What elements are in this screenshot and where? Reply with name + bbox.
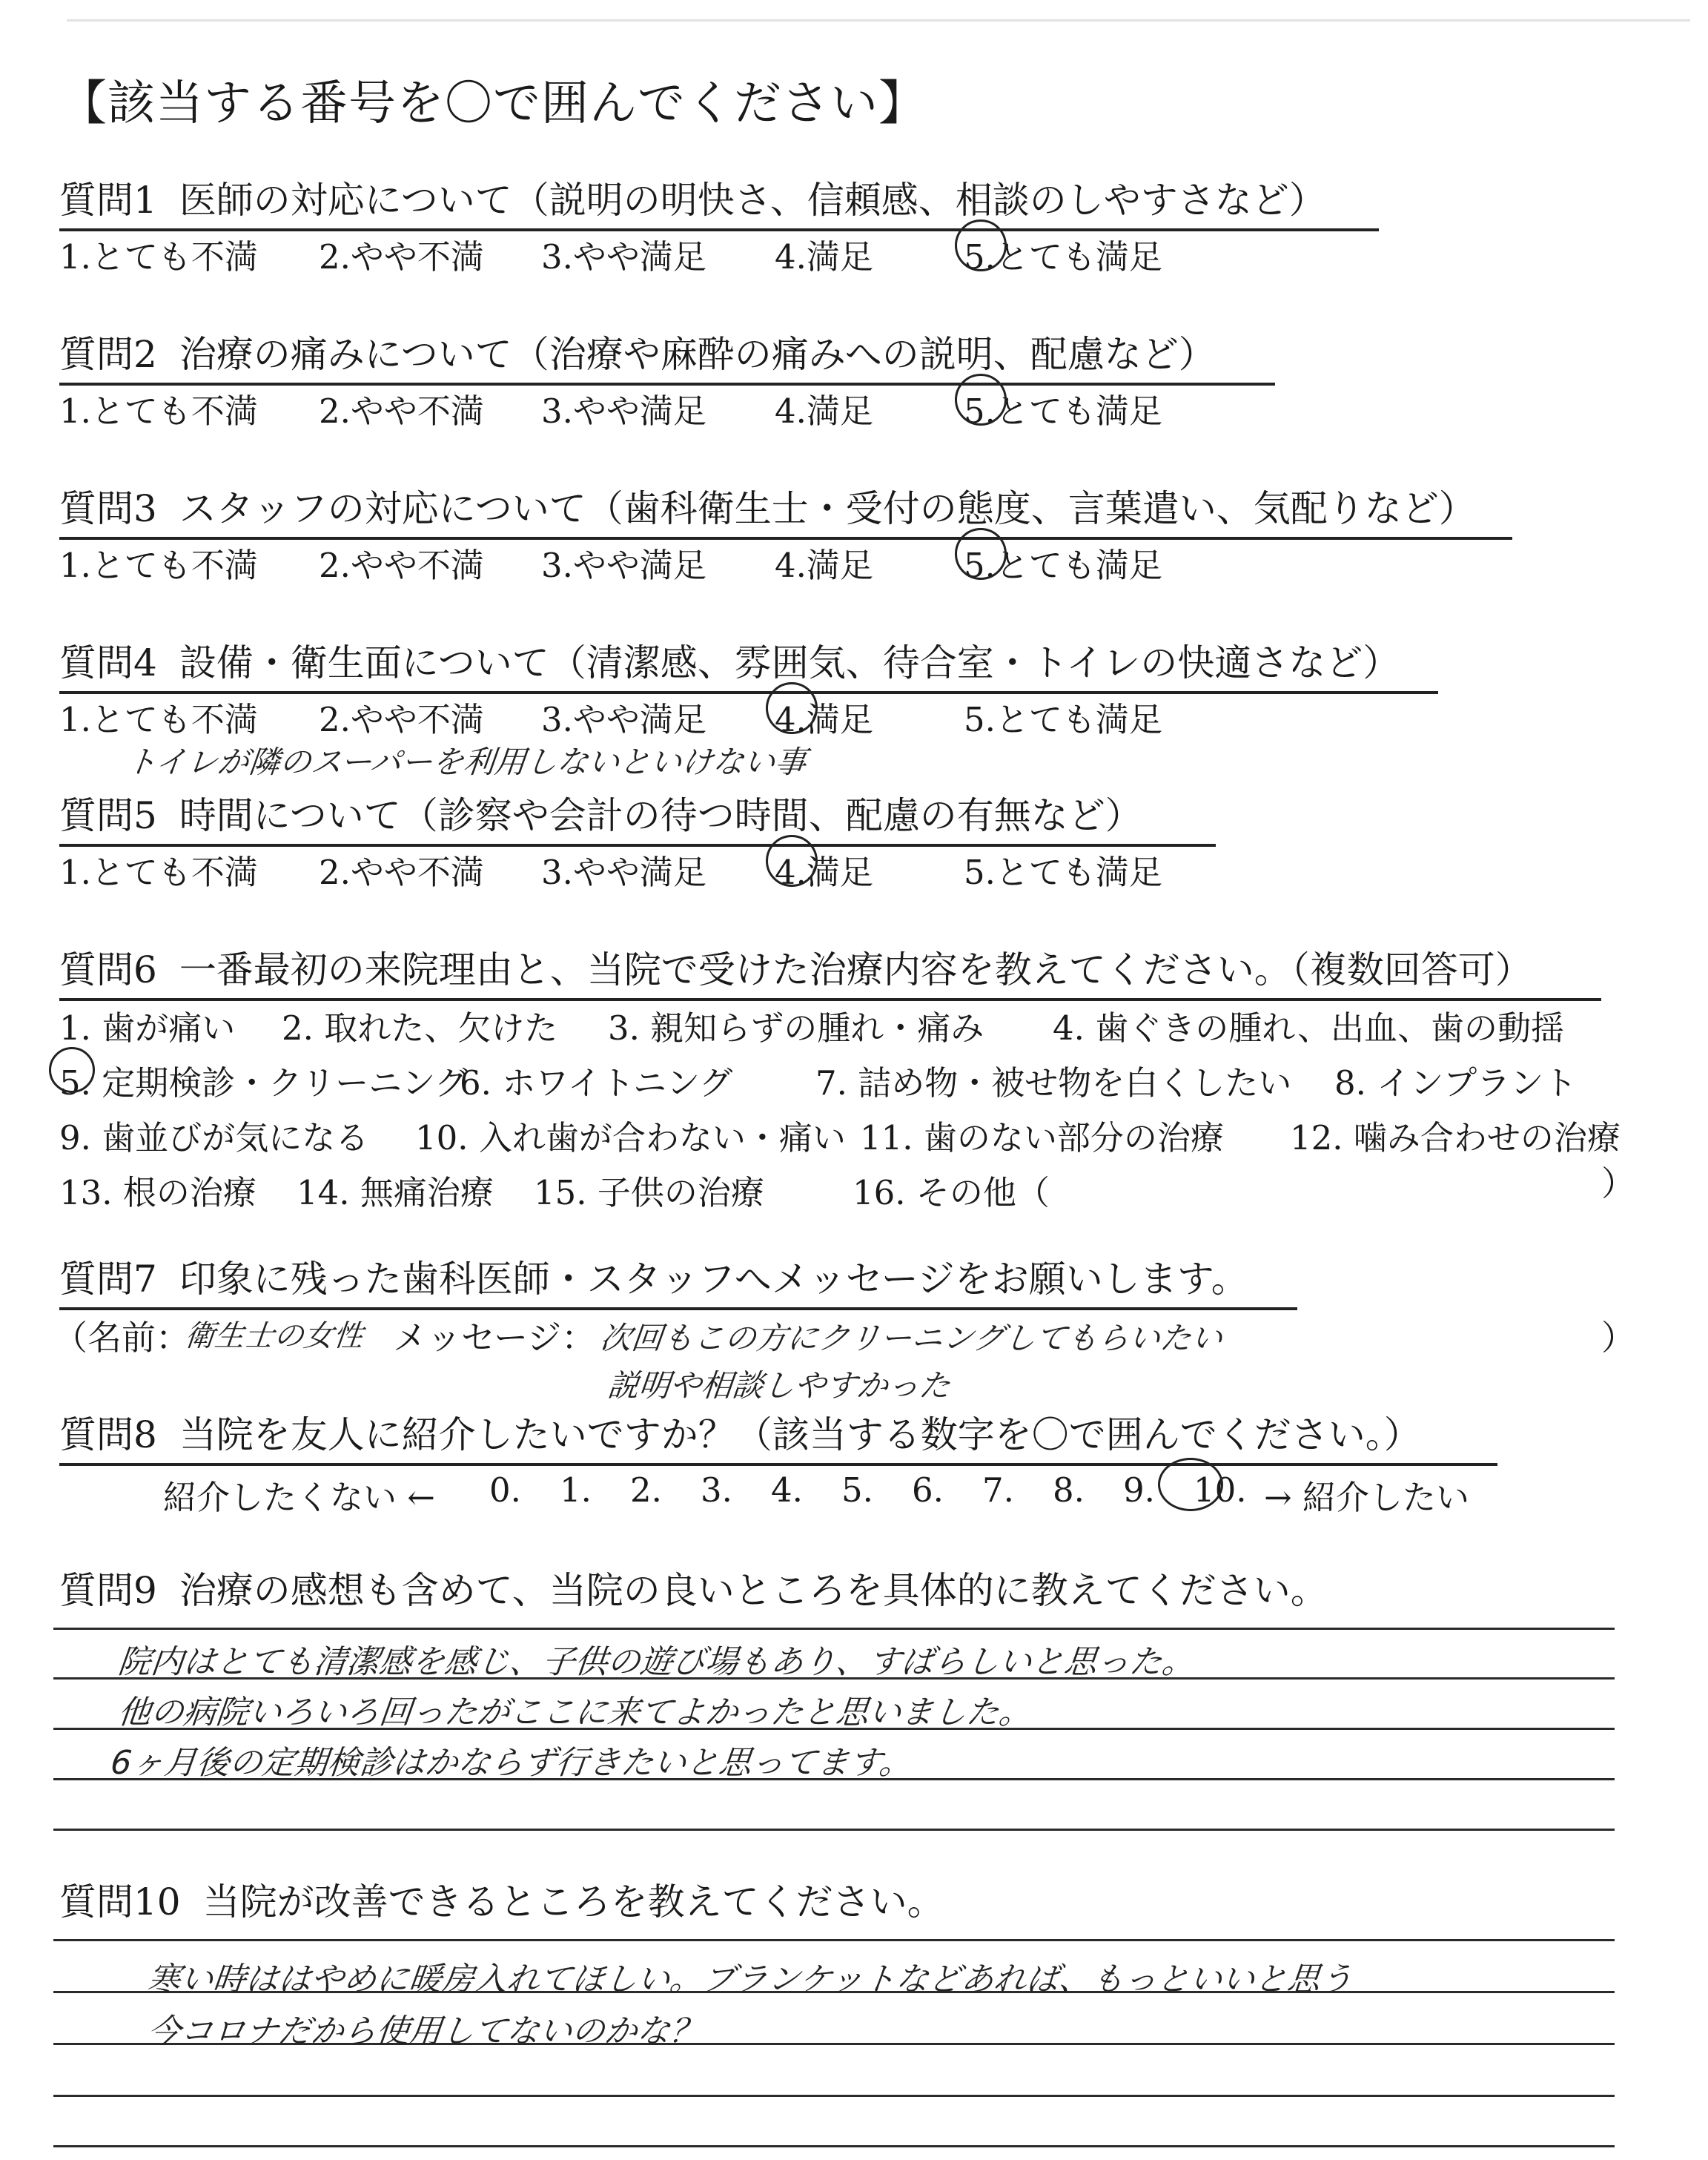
q3-title [59,479,1512,540]
q6-option-1[interactable]: 1. 歯が痛い [59,1008,236,1048]
q6-options [59,1001,1631,1221]
q1-text: 医師の対応について（説明の明快さ、信頼感、相談のしやすさなど） [179,179,1326,222]
q7-message-line2: 説明や相談しやすかった [606,1367,953,1404]
q9-title [59,1561,1328,1614]
q4-text: 設備・衛生面について（清潔感、雰囲気、待合室・トイレの快適さなど） [179,641,1400,684]
q8-scale-1[interactable]: 1. [560,1470,592,1510]
q6-option-4[interactable]: 4. 歯ぐきの腫れ、出血、歯の動揺 [1053,1008,1564,1048]
q7-name-label: （名前： [53,1318,190,1358]
q4-number: 質問4 [59,641,157,684]
q9-rule-5 [53,1829,1615,1831]
q1-option-2[interactable]: 2.やや不満 [319,237,484,277]
question-9 [59,1561,1328,1614]
q8-scale-4[interactable]: 4. [771,1470,803,1510]
q4-option-3[interactable]: 3.やや満足 [541,700,706,739]
q7-text: 印象に残った歯科医師・スタッフへメッセージをお願いします。 [179,1258,1248,1301]
q6-option-12[interactable]: 12. 噛み合わせの治療 [1290,1118,1621,1157]
question-1 [59,171,1379,231]
q5-selection-circle [766,835,818,887]
q6-option-3[interactable]: 3. 親知らずの腫れ・痛み [608,1008,984,1048]
q5-option-5[interactable]: 5.とても満足 [964,853,1162,892]
q6-row-2 [59,1056,1631,1111]
q2-option-4[interactable]: 4.満足 [775,392,873,431]
q3-option-3[interactable]: 3.やや満足 [541,546,706,585]
q6-option-10[interactable]: 10. 入れ歯が合わない・痛い [415,1118,846,1157]
q6-option-15[interactable]: 15. 子供の治療 [534,1173,764,1212]
q5-option-1[interactable]: 1.とても不満 [59,853,258,892]
q3-selection-circle [955,528,1007,580]
q2-options [0,384,1708,429]
q6-option-16[interactable]: 16. その他（ [853,1173,1050,1212]
q8-scale-8[interactable]: 8. [1053,1470,1085,1510]
q2-text: 治療の痛みについて（治療や麻酔の痛みへの説明、配慮など） [179,333,1216,376]
q7-message-label: メッセージ： [393,1318,596,1358]
q8-scale-5[interactable]: 5. [841,1470,873,1510]
q2-option-1[interactable]: 1.とても不満 [59,392,258,431]
q5-options [0,845,1708,890]
q10-rule-5 [53,2145,1615,2147]
q6-row-4 [59,1166,1631,1221]
question-6 [59,940,1601,1001]
q1-number: 質問1 [59,179,157,222]
q3-option-2[interactable]: 2.やや不満 [319,546,484,585]
q9-answer-line-3: 6ヶ月後の定期検診はかならず行きたいと思ってます。 [108,1744,914,1782]
q7-close-paren: ） [1601,1318,1635,1358]
q1-selection-circle [955,219,1007,271]
q5-title [59,786,1216,847]
q6-title [59,940,1601,1001]
q8-left-label: 紹介したくない ← [163,1478,436,1517]
q3-options [0,538,1708,583]
q7-name-value: 衛生士の女性 [183,1319,365,1353]
q6-option-13[interactable]: 13. 根の治療 [59,1173,256,1212]
q2-number: 質問2 [59,333,157,376]
question-2 [59,325,1275,386]
question-5 [59,786,1216,847]
q6-number: 質問6 [59,948,157,991]
q8-selection-circle [1158,1458,1223,1511]
q1-options [0,230,1708,277]
q6-option-9[interactable]: 9. 歯並びが気になる [59,1118,369,1157]
top-edge-line [67,19,1690,22]
question-3 [59,479,1512,540]
q8-scale-6[interactable]: 6. [912,1470,944,1510]
q7-number: 質問7 [59,1258,157,1301]
q6-selection-circle [49,1047,95,1093]
q7-title [59,1249,1297,1310]
q4-option-2[interactable]: 2.やや不満 [319,700,484,739]
q6-row-3 [59,1111,1631,1166]
q7-message-value: 次回もこの方にクリーニングしてもらいたい [598,1320,1225,1356]
q8-scale-7[interactable]: 7. [982,1470,1014,1510]
q10-text: 当院が改善できるところを教えてください。 [202,1880,944,1923]
q10-rule-4 [53,2095,1615,2097]
question-4 [59,633,1438,694]
q5-option-3[interactable]: 3.やや満足 [541,853,706,892]
q6-option-7[interactable]: 7. 詰め物・被せ物を白くしたい [815,1063,1292,1103]
q4-option-4[interactable]: 4.満足 [775,700,873,739]
q6-option-6[interactable]: 6. ホワイトニング [460,1063,733,1103]
q8-scale-10[interactable]: 10. [1194,1470,1247,1510]
q6-option-8[interactable]: 8. インプラント [1334,1063,1578,1103]
q2-option-3[interactable]: 3.やや満足 [541,392,706,431]
q6-option-2[interactable]: 2. 取れた、欠けた [282,1008,558,1048]
q10-number: 質問10 [59,1880,181,1923]
question-8 [59,1405,1497,1466]
q2-selection-circle [955,374,1007,426]
q1-title [59,171,1379,231]
q6-close-paren: ） [1601,1163,1635,1203]
q9-number: 質問9 [59,1569,157,1612]
question-10 [59,1872,944,1926]
q3-text: スタッフの対応について（歯科衛生士・受付の態度、言葉遣い、気配りなど） [179,487,1476,530]
q10-title [59,1872,944,1926]
q3-option-1[interactable]: 1.とても不満 [59,546,258,585]
q2-option-5[interactable]: 5.とても満足 [964,392,1162,431]
q4-options [0,693,1708,737]
q6-row-1 [59,1001,1631,1056]
q4-selection-circle [766,682,818,734]
q4-option-1[interactable]: 1.とても不満 [59,700,258,739]
q8-title [59,1405,1497,1466]
q10-answer-line-2: 今コロナだから使用してないのかな？ [145,2012,705,2050]
q2-title [59,325,1275,386]
q8-scale-2[interactable]: 2. [630,1470,662,1510]
q8-right-label: → 紹介したい [1264,1478,1470,1517]
q8-scale-9[interactable]: 9. [1123,1470,1155,1510]
q5-text: 時間について（診察や会計の待つ時間、配慮の有無など） [179,794,1142,837]
q3-number: 質問3 [59,487,157,530]
q4-handwritten-comment: トイレが隣のスーパーを利用しないといけない事 [124,744,809,780]
q5-option-2[interactable]: 2.やや不満 [319,853,484,892]
q8-number: 質問8 [59,1413,157,1456]
q1-option-4[interactable]: 4.満足 [775,237,873,277]
q4-option-5[interactable]: 5.とても満足 [964,700,1162,739]
q8-scale [0,1470,1708,1515]
question-7 [59,1249,1297,1310]
q1-option-3[interactable]: 3.やや満足 [541,237,706,277]
q1-option-1[interactable]: 1.とても不満 [59,237,258,277]
q9-text: 治療の感想も含めて、当院の良いところを具体的に教えてください。 [179,1569,1328,1612]
q2-option-2[interactable]: 2.やや不満 [319,392,484,431]
q3-option-5[interactable]: 5.とても満足 [964,546,1162,585]
q4-title [59,633,1438,694]
q5-number: 質問5 [59,794,157,837]
q8-scale-0[interactable]: 0. [489,1470,521,1510]
q9-answer-line-2: 他の病院いろいろ回ったがここに来てよかったと思いました。 [116,1694,1034,1731]
q9-rule-1 [53,1628,1615,1630]
q6-option-11[interactable]: 11. 歯のない部分の治療 [860,1118,1224,1157]
q6-option-14[interactable]: 14. 無痛治療 [297,1173,494,1212]
q1-option-5[interactable]: 5.とても満足 [964,237,1162,277]
instruction-header: 【該当する番号を〇で囲んでください】 [59,76,927,131]
q9-answer-line-1: 院内はとても清潔感を感じ、子供の遊び場もあり、すばらしいと思った。 [116,1643,1197,1681]
q6-option-5[interactable]: 5. 定期検診・クリーニング [59,1063,469,1103]
q10-answer-line-1: 寒い時ははやめに暖房入れてほしい。ブランケットなどあれば、もっといいと思う [145,1961,1355,1998]
q8-scale-3[interactable]: 3. [701,1470,732,1510]
q8-text: 当院を友人に紹介したいですか？（該当する数字を〇で囲んでください。） [179,1413,1421,1456]
q6-text: 一番最初の来院理由と、当院で受けた治療内容を教えてください。（複数回答可） [179,948,1532,991]
q10-rule-1 [53,1939,1615,1941]
q3-option-4[interactable]: 4.満足 [775,546,873,585]
q5-option-4[interactable]: 4.満足 [775,853,873,892]
